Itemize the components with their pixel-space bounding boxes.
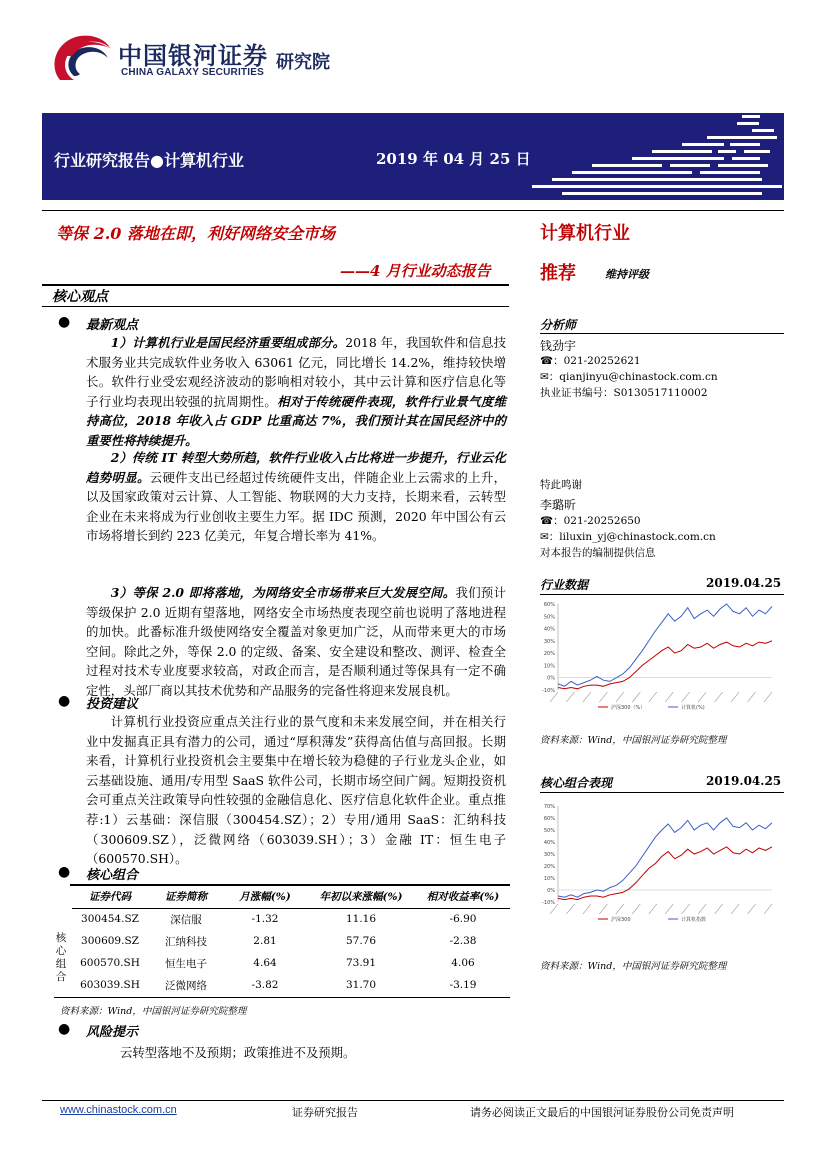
- point-2-body: 云硬件支出已经超过传统硬件支出，伴随企业上云需求的上升，以及国家政策对云计算、人工智能、物联网的大力支持，长期来看，云转型企业在未来将成为行业创收主要生力军。据 IDC 预测，2020 年中国公有云市场将增长到约 223 亿美元，年复合增长率为 41%。: [86, 469, 507, 544]
- point-3-lead: 3）等保 2.0 即将落地，为网络安全市场带来巨大发展空间。: [110, 585, 456, 600]
- cell-relative: -6.90: [449, 913, 477, 926]
- divider: [42, 284, 509, 286]
- y-tick-label: -10%: [542, 900, 555, 906]
- x-tick-label: [748, 904, 756, 914]
- cell-name: 汇纳科技: [165, 935, 207, 948]
- table-bottom-rule: [54, 997, 510, 998]
- contributor-name: 李璐昕: [540, 498, 577, 512]
- invest-advice-text: 计算机行业投资应重点关注行业的景气度和未来发展空间，并在相关行业中发掘真正具有潜力的公司，通过“厚积薄发”获得高估值与高回报。长期来看，计算机行业投资机会主要集中在增长较为稳健的子行业龙头企业，如云基础设施、通用/专用型 SaaS 软件公司，长期市场空间广阔。短期投资机会可重点关注政策导向性较强的金融信息化、医疗信息化软件企业。重点推荐:1）云基础：深信服（300454.SZ）；2）专用/通用 SaaS：汇纳科技（300609.SZ），泛微网络（603039.SH）；3）金融 IT：恒生电子（600570.SH）。: [86, 714, 506, 867]
- divider: [42, 210, 784, 211]
- x-tick-label: [665, 692, 673, 702]
- point-3-body: 我们预计等级保护 2.0 近期有望落地，网络安全市场热度表现空前也说明了落地进程的加快。此番标准升级使网络安全覆盖对象更加广泛，从而带来更大的市场空间。除此之外，等保 2.0 的定级、备案、安全建设和整改、测评、检查全过程对技术专业度要求较高，对政企而言，是否顺利通过等保具有一定不确定性，头部厂商以其技术优势和产品服务的完备性将迎来发展良机。: [86, 585, 507, 698]
- table-side-label: 核心组合: [55, 932, 67, 983]
- table-row: [72, 908, 510, 930]
- x-tick-label: [632, 904, 640, 914]
- y-tick-label: 0%: [547, 888, 555, 894]
- col-relative: 相对收益率(%): [426, 891, 500, 904]
- company-logo-icon: [50, 28, 114, 88]
- industry-chart-heading: 行业数据: [540, 578, 589, 592]
- table-row: [72, 974, 510, 996]
- invest-advice: [86, 712, 506, 869]
- portfolio-line-chart: [536, 800, 786, 940]
- divider: [540, 333, 784, 334]
- logo-chinese-name: 中国银河证券: [118, 42, 268, 70]
- x-tick-label: [715, 692, 723, 702]
- banner-date: 2019 年 04 月 25 日: [376, 150, 531, 168]
- x-tick-label: [731, 692, 739, 702]
- y-tick-label: 30%: [543, 638, 555, 645]
- table-header-row: [72, 886, 510, 908]
- industry-line-chart: [536, 596, 786, 726]
- x-tick-label: [698, 904, 706, 914]
- analyst-cert: 执业证书编号：S0130517110002: [540, 387, 708, 399]
- x-tick-label: [566, 692, 574, 702]
- logo-english-name: CHINA GALAXY SECURITIES: [121, 67, 264, 78]
- table-source: 资料来源：Wind，中国银河证券研究院整理: [60, 1006, 247, 1017]
- col-name: 证券简称: [165, 891, 207, 904]
- cell-month: -1.32: [251, 913, 279, 926]
- y-tick-label: 20%: [543, 864, 555, 870]
- y-tick-label: 10%: [543, 876, 555, 882]
- y-tick-label: 20%: [543, 651, 555, 658]
- cell-ytd: 73.91: [345, 957, 377, 969]
- legend-label: 计算机(%): [681, 705, 705, 711]
- point-1-emphasis: 相对于传统硬件表现，软件行业景气度维持高位，2018 年收入占 GDP 比重高达 7%，我们预计其在国民经济中的重要性将持续提升。: [86, 393, 507, 448]
- portfolio-table: [72, 886, 510, 996]
- core-view-heading: 核心观点: [52, 289, 108, 305]
- x-tick-label: [682, 692, 690, 702]
- report-title: 等保 2.0 落地在即，利好网络安全市场: [56, 224, 335, 243]
- portfolio-chart-source: 资料来源：Wind，中国银河证券研究院整理: [540, 961, 727, 972]
- cell-month: 4.64: [253, 957, 277, 969]
- rating-value: 推荐: [540, 263, 576, 284]
- bullet-icon: ●: [58, 693, 71, 709]
- y-tick-label: 60%: [543, 602, 555, 608]
- cell-month: 2.81: [253, 935, 277, 947]
- analyst-heading: 分析师: [540, 318, 577, 332]
- legend-label: 计算机指数: [681, 917, 707, 923]
- point-2: [86, 448, 506, 546]
- cell-relative: -3.19: [449, 979, 477, 991]
- y-tick-label: -10%: [542, 688, 555, 694]
- industry-chart-date: 2019.04.25: [706, 576, 782, 590]
- analyst-email[interactable]: ✉：qianjinyu@chinastock.com.cn: [540, 371, 718, 383]
- bullet-icon: ●: [58, 864, 71, 880]
- x-tick-label: [731, 904, 739, 914]
- cell-ytd: 11.16: [345, 913, 377, 926]
- legend-label: 沪深300（%）: [611, 705, 646, 711]
- y-tick-label: 60%: [543, 816, 555, 822]
- rating-note: 维持评级: [605, 268, 649, 281]
- industry-name: 计算机行业: [540, 223, 630, 244]
- divider: [42, 306, 509, 307]
- x-tick-label: [616, 692, 624, 702]
- banner-category: 行业研究报告●计算机行业: [54, 151, 244, 170]
- x-tick-label: [583, 692, 591, 702]
- col-ytd: 年初以来涨幅(%): [319, 891, 403, 904]
- x-tick-label: [698, 692, 706, 702]
- cell-code: 603039.SH: [80, 979, 140, 991]
- legend-label: 沪深300: [611, 917, 631, 923]
- x-tick-label: [649, 904, 657, 914]
- series-line: [558, 604, 772, 686]
- cell-month: -3.82: [251, 979, 279, 991]
- cell-relative: 4.06: [451, 957, 475, 969]
- x-tick-label: [715, 904, 723, 914]
- analyst-name: 钱劲宇: [540, 339, 577, 353]
- report-subtitle: ——4 月行业动态报告: [340, 262, 491, 280]
- x-tick-label: [764, 692, 772, 702]
- cell-name: 恒生电子: [165, 957, 207, 970]
- cell-code: 300609.SZ: [81, 935, 139, 947]
- point-2-lead: 2）传统 IT 转型大势所趋，软件行业收入占比将进一步提升，行业云化趋势明显。: [86, 450, 506, 485]
- latest-view-heading: 最新观点: [86, 318, 139, 333]
- analyst-phone: ☎：021-20252621: [540, 355, 641, 367]
- series-line: [558, 818, 772, 897]
- banner-bars-icon: [532, 113, 784, 200]
- y-tick-label: 0%: [547, 675, 555, 682]
- portfolio-chart-date: 2019.04.25: [706, 774, 782, 788]
- x-tick-label: [599, 692, 607, 702]
- y-tick-label: 10%: [543, 663, 555, 670]
- x-tick-label: [616, 904, 624, 914]
- y-tick-label: 50%: [543, 828, 555, 834]
- cell-code: 300454.SZ: [81, 913, 139, 926]
- thanks-label: 特此鸣谢: [540, 479, 582, 491]
- point-3: [86, 583, 506, 701]
- series-line: [558, 847, 772, 900]
- point-1-body: 2018 年，我国软件和信息技术服务业共完成软件业务收入 63061 亿元，同比增长 14.2%，维持较快增长。软件行业受宏观经济波动的影响相对较小，其中云计算和医疗信息化等子行业均表现出较强的抗周期性。: [86, 335, 506, 409]
- point-1-lead: 1）计算机行业是国民经济重要组成部分。: [110, 335, 346, 350]
- y-tick-label: 40%: [543, 840, 555, 846]
- y-tick-label: 30%: [543, 852, 555, 858]
- x-tick-label: [665, 904, 673, 914]
- footer-center: 证券研究报告: [292, 1106, 358, 1119]
- x-tick-label: [599, 904, 607, 914]
- table-row: [72, 930, 510, 952]
- point-1: [86, 333, 506, 451]
- industry-chart-source: 资料来源：Wind，中国银河证券研究院整理: [540, 735, 727, 746]
- contributor-note: 对本报告的编制提供信息: [540, 547, 656, 559]
- contributor-phone: ☎：021-20252650: [540, 515, 641, 527]
- institute-label: 研究院: [276, 52, 330, 73]
- x-tick-label: [682, 904, 690, 914]
- contributor-email[interactable]: ✉：liluxin_yj@chinastock.com.cn: [540, 531, 716, 543]
- portfolio-heading: 核心组合: [86, 868, 139, 883]
- footer-url-link[interactable]: www.chinastock.com.cn: [60, 1104, 177, 1116]
- cell-code: 600570.SH: [80, 957, 140, 969]
- cell-ytd: 31.70: [345, 979, 377, 991]
- table-row: [72, 952, 510, 974]
- cell-name: 深信服: [170, 913, 202, 926]
- x-tick-label: [566, 904, 574, 914]
- divider: [540, 792, 784, 793]
- col-month: 月涨幅(%): [239, 891, 291, 904]
- y-tick-label: 40%: [543, 626, 555, 633]
- cell-relative: -2.38: [449, 935, 477, 947]
- x-tick-label: [583, 904, 591, 914]
- x-tick-label: [764, 904, 772, 914]
- portfolio-chart-heading: 核心组合表现: [540, 776, 613, 790]
- x-tick-label: [649, 692, 657, 702]
- invest-heading: 投资建议: [86, 697, 139, 712]
- x-tick-label: [632, 692, 640, 702]
- series-line: [558, 641, 772, 689]
- bullet-icon: ●: [58, 1021, 71, 1037]
- cell-ytd: 57.76: [345, 935, 377, 947]
- y-tick-label: 50%: [543, 614, 555, 621]
- x-tick-label: [748, 692, 756, 702]
- y-tick-label: 70%: [543, 804, 555, 810]
- cell-name: 泛微网络: [165, 979, 207, 992]
- divider: [540, 594, 784, 595]
- risk-text: 云转型落地不及预期；政策推进不及预期。: [120, 1045, 356, 1060]
- risk-heading: 风险提示: [86, 1025, 139, 1040]
- footer-disclaimer: 请务必阅读正文最后的中国银河证券股份公司免责声明: [470, 1106, 734, 1119]
- col-code: 证券代码: [89, 891, 131, 904]
- bullet-icon: ●: [58, 314, 71, 330]
- footer-rule: [42, 1100, 784, 1101]
